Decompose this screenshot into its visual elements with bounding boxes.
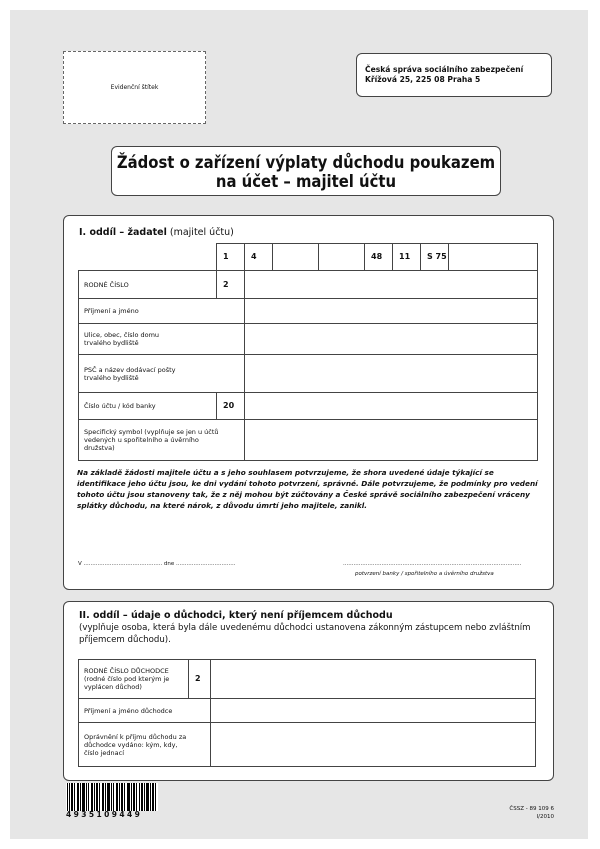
signature-caption: potvrzení banky / spořitelního a úvěrního družstva: [355, 571, 494, 577]
form-code: [470, 805, 554, 821]
registration-label-box: [63, 51, 206, 124]
code-pensioner-birth-number: 2: [189, 660, 211, 699]
top-cell-7: S 75: [421, 244, 449, 271]
field-street[interactable]: [245, 324, 538, 355]
row-pensioner-birth-number: [79, 660, 536, 699]
pensioner-table: [78, 659, 536, 767]
office-address-box: [356, 53, 552, 97]
form-title-line2: na účet – majitel účtu: [215, 172, 397, 191]
row-authorization: [79, 723, 536, 767]
field-specific-symbol[interactable]: [245, 420, 538, 461]
form-code-line2: I/2010: [536, 814, 554, 820]
top-cell-3[interactable]: [273, 244, 319, 271]
label-name: Příjmení a jméno: [79, 299, 245, 324]
field-account[interactable]: [245, 393, 538, 420]
label-pensioner-name: Příjmení a jméno důchodce: [79, 699, 211, 723]
row-name: [79, 299, 538, 324]
section-1-heading-rest: (majitel účtu): [169, 227, 234, 238]
code-account: 20: [217, 393, 245, 420]
label-pensioner-birth-number: RODNÉ ČÍSLO DŮCHODCE (rodné číslo pod kterým je vyplácen důchod): [79, 660, 189, 699]
field-postal[interactable]: [245, 355, 538, 393]
section-2-heading: II. oddíl – údaje o důchodci, který není příjemcem důchodu: [79, 610, 393, 621]
label-account: Číslo účtu / kód banky: [79, 393, 217, 420]
top-cell-5: 48: [365, 244, 393, 271]
field-birth-number[interactable]: [245, 271, 538, 299]
top-code-row: [79, 244, 538, 271]
row-birth-number: [79, 271, 538, 299]
row-account: [79, 393, 538, 420]
section-2-subheading: (vyplňuje osoba, která byla dále uvedenému důchodci ustanovena zákonným zástupcem nebo zvláštním příjemcem důchodu).: [79, 623, 531, 645]
code-birth-number: 2: [217, 271, 245, 299]
signature-dots[interactable]: ......................................................................................................: [343, 561, 522, 567]
row-specific-symbol: [79, 420, 538, 461]
label-street: Ulice, obec, číslo domu trvalého bydliště: [79, 324, 245, 355]
registration-label-text: Evidenční štítek: [110, 84, 159, 91]
form-code-line1: ČSSZ - 89 109 6: [509, 806, 554, 812]
office-address: Křížová 25, 225 08 Praha 5: [365, 75, 481, 84]
form-title-line1: Žádost o zařízení výplaty důchodu poukazem: [116, 153, 496, 172]
form-title: [111, 146, 501, 196]
section-2: [63, 601, 554, 781]
section-1: [63, 215, 554, 590]
row-street: [79, 324, 538, 355]
field-pensioner-birth-number[interactable]: [211, 660, 536, 699]
top-cell-6: 11: [393, 244, 421, 271]
barcode-number: 4935109449: [66, 810, 143, 819]
label-birth-number: RODNÉ ČÍSLO: [79, 271, 217, 299]
top-cell-2: 4: [245, 244, 273, 271]
section-1-heading-bold: I. oddíl – žadatel: [79, 227, 167, 238]
confirmation-note: Na základě žádosti majitele účtu a s jeho souhlasem potvrzujeme, že shora uvedené údaje týkající se identifikace jeho účtu jsou, ke dni vydání tohoto potvrzení, správné. Dále potvrzujeme, že podmínky pro vedení tohoto účtu jsou stanoveny tak, že z něj mohou být zúčtovány a České správě sociálního zabezpečení vráceny splátky důchodu, na které nárok, z důvodu úmrtí jeho majitele, zanikl.: [77, 468, 538, 510]
label-postal: PSČ a název dodávací pošty trvalého bydliště: [79, 355, 245, 393]
row-pensioner-name: [79, 699, 536, 723]
signature-place-date[interactable]: V ............................................. dne ..................................: [78, 561, 236, 567]
field-name[interactable]: [245, 299, 538, 324]
field-pensioner-name[interactable]: [211, 699, 536, 723]
top-cell-8[interactable]: [449, 244, 538, 271]
section-1-heading: [79, 227, 234, 238]
top-cell-1: 1: [217, 244, 245, 271]
label-authorization: Oprávnění k příjmu důchodu za důchodce vydáno: kým, kdy, číslo jednací: [79, 723, 211, 767]
applicant-table: [78, 243, 538, 461]
top-cell-4[interactable]: [319, 244, 365, 271]
field-authorization[interactable]: [211, 723, 536, 767]
barcode-icon: [66, 783, 158, 811]
office-name: Česká správa sociálního zabezpečení: [365, 65, 524, 74]
row-postal: [79, 355, 538, 393]
label-specific-symbol: Specifický symbol (vyplňuje se jen u účtů vedených u spořitelního a úvěrního družstva): [79, 420, 245, 461]
